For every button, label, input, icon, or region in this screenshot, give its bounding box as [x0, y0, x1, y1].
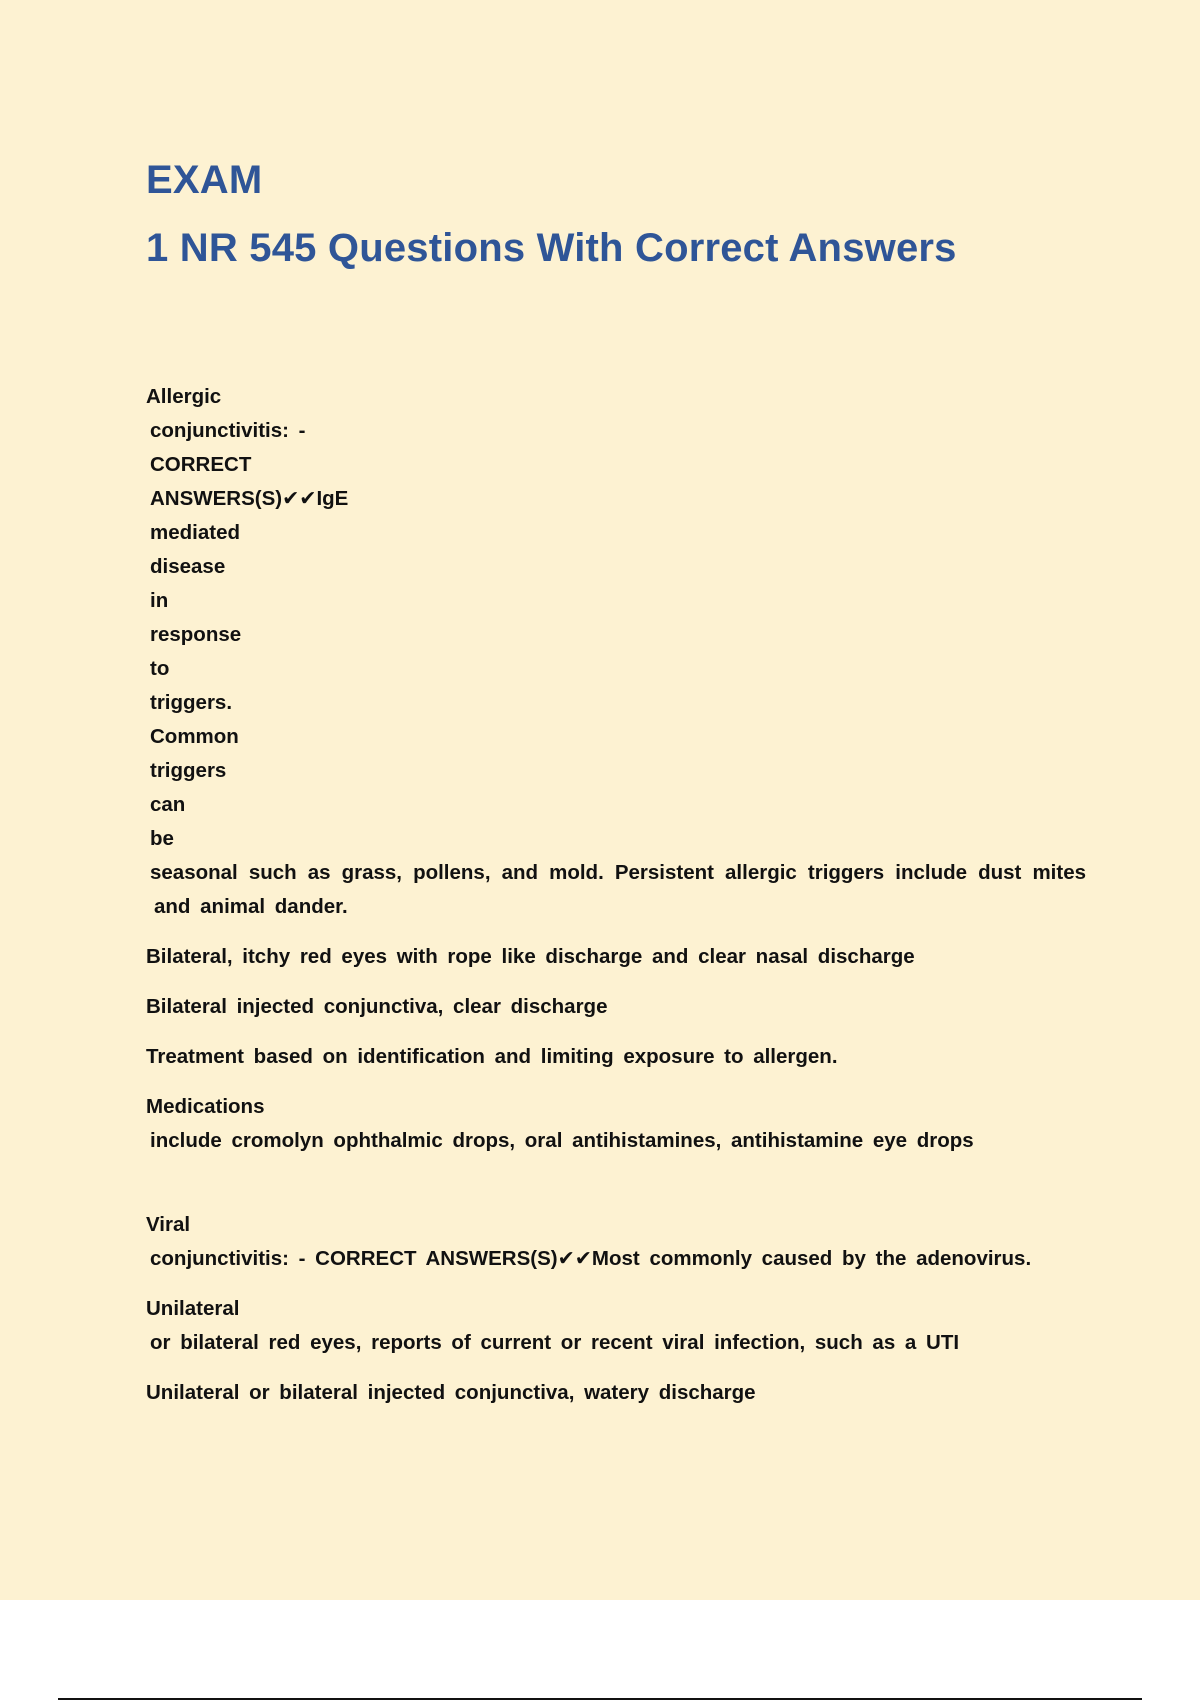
allergic-conjunctivitis-entry	[146, 380, 1086, 924]
entry-text-line: disease	[150, 555, 226, 578]
entry-text-line: CORRECT	[150, 453, 252, 476]
entry-text-line: Unilateral	[146, 1297, 240, 1320]
allergic-symptoms-paragraph: Bilateral, itchy red eyes with rope like discharge and clear nasal discharge	[146, 945, 915, 968]
entry-text-line: include cromolyn ophthalmic drops, oral antihistamines, antihistamine eye drops	[150, 1129, 974, 1152]
entry-text-line: seasonal such as grass, pollens, and mold. Persistent allergic triggers include dust mites	[150, 861, 1086, 884]
allergic-treatment-paragraph: Treatment based on identification and limiting exposure to allergen.	[146, 1045, 838, 1068]
title-line-subtitle: 1 NR 545 Questions With Correct Answers	[146, 226, 957, 270]
entry-text-line: Allergic	[146, 385, 222, 408]
entry-text-line: mediated	[150, 521, 240, 544]
document-title	[146, 146, 957, 282]
viral-exam-findings-paragraph: Unilateral or bilateral injected conjunctiva, watery discharge	[146, 1381, 756, 1404]
entry-text-line: Medications	[146, 1095, 265, 1118]
entry-text-line: conjunctivitis: -	[150, 419, 306, 442]
entry-text-line: Common	[150, 725, 239, 748]
viral-conjunctivitis-entry	[146, 1208, 1086, 1276]
viral-symptoms-paragraph	[146, 1292, 1086, 1360]
allergic-medications-paragraph	[146, 1090, 1086, 1158]
entry-text-line: triggers	[150, 759, 227, 782]
entry-text-line: Viral	[146, 1213, 191, 1236]
entry-text-line: or bilateral red eyes, reports of current or recent viral infection, such as a UTI	[150, 1331, 960, 1354]
entry-text-line: response	[150, 623, 242, 646]
entry-text-line: be	[150, 827, 174, 850]
entry-text-line: ANSWERS(S)✔✔IgE	[150, 487, 349, 510]
entry-text-line: conjunctivitis: - CORRECT ANSWERS(S)✔✔Most commonly caused by the adenovirus.	[150, 1247, 1032, 1270]
entry-text-line: can	[150, 793, 186, 816]
title-line-exam: EXAM	[146, 158, 263, 202]
entry-text-line: triggers.	[150, 691, 233, 714]
document-body	[146, 380, 1086, 1410]
entry-text-line: and animal dander.	[154, 895, 348, 918]
allergic-exam-findings-paragraph: Bilateral injected conjunctiva, clear discharge	[146, 995, 608, 1018]
entry-text-line: to	[150, 657, 170, 680]
entry-text-line: in	[150, 589, 169, 612]
